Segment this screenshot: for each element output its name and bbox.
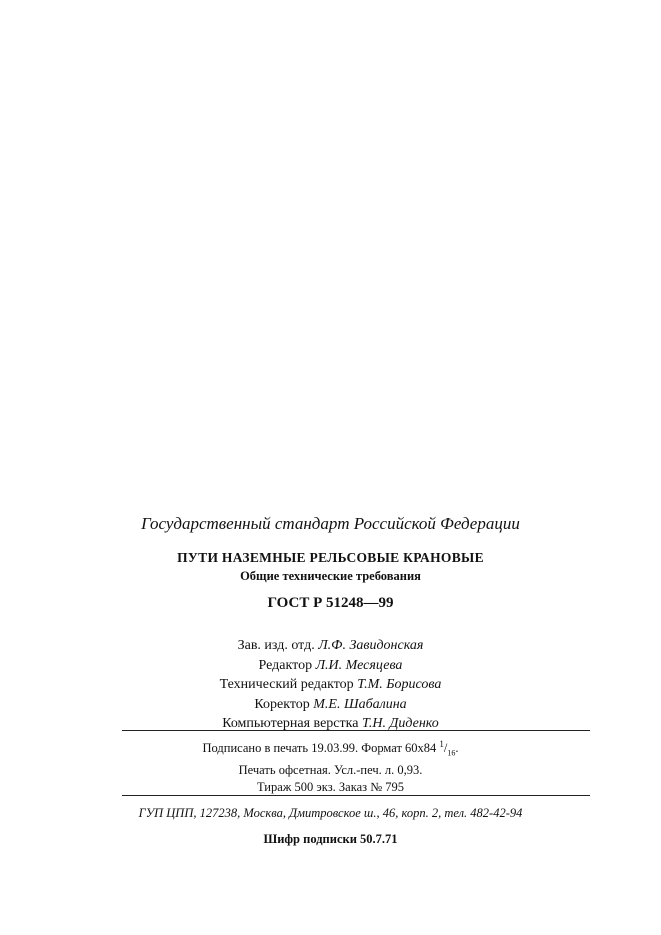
- credit-role: Зав. изд. отд.: [237, 638, 315, 653]
- print-line-end: .: [455, 741, 459, 756]
- credit-name: М.Е. Шабалина: [313, 696, 407, 712]
- divider-bottom: [122, 795, 590, 796]
- credit-role: Коректор: [254, 696, 310, 712]
- document-subtitle: Общие технические требования: [240, 569, 421, 583]
- state-standard-heading: Государственный стандарт Российской Федерации: [141, 514, 520, 533]
- credits-block: [0, 636, 661, 734]
- credit-name: Т.Н. Диденко: [361, 716, 439, 731]
- print-info-line: Тираж 500 экз. Заказ № 795: [256, 779, 404, 794]
- credit-name: Т.М. Борисова: [357, 677, 442, 692]
- gost-number: ГОСТ Р 51248—99: [267, 595, 394, 611]
- credit-name: Л.И. Месяцева: [315, 657, 403, 673]
- credit-row: [0, 636, 661, 656]
- credit-row: [0, 695, 661, 715]
- fraction-denominator: 16: [447, 748, 456, 758]
- print-signed-format: Подписано в печать 19.03.99. Формат 60x84: [202, 741, 437, 756]
- print-info-block: [0, 736, 661, 796]
- publisher-address: ГУП ЦПП, 127238, Москва, Дмитровское ш., 46, корп. 2, тел. 482-42-94: [138, 806, 523, 820]
- fraction-numerator: 1: [439, 739, 444, 749]
- credit-role: Компьютерная верстка: [222, 716, 359, 731]
- print-info-line: [0, 736, 661, 762]
- credit-row: [0, 675, 661, 695]
- credit-name: Л.Ф. Завидонская: [318, 638, 424, 653]
- format-fraction: $^1/_{16}$: [439, 739, 456, 758]
- credit-role: Редактор: [258, 657, 313, 673]
- credit-role: Технический редактор: [219, 677, 354, 692]
- subscription-cipher: Шифр подписки 50.7.71: [263, 832, 398, 846]
- divider-top: [122, 730, 590, 731]
- document-title: ПУТИ НАЗЕМНЫЕ РЕЛЬСОВЫЕ КРАНОВЫЕ: [177, 550, 484, 565]
- print-info-line: Печать офсетная. Усл.-печ. л. 0,93.: [238, 762, 423, 777]
- credit-row: [0, 656, 661, 676]
